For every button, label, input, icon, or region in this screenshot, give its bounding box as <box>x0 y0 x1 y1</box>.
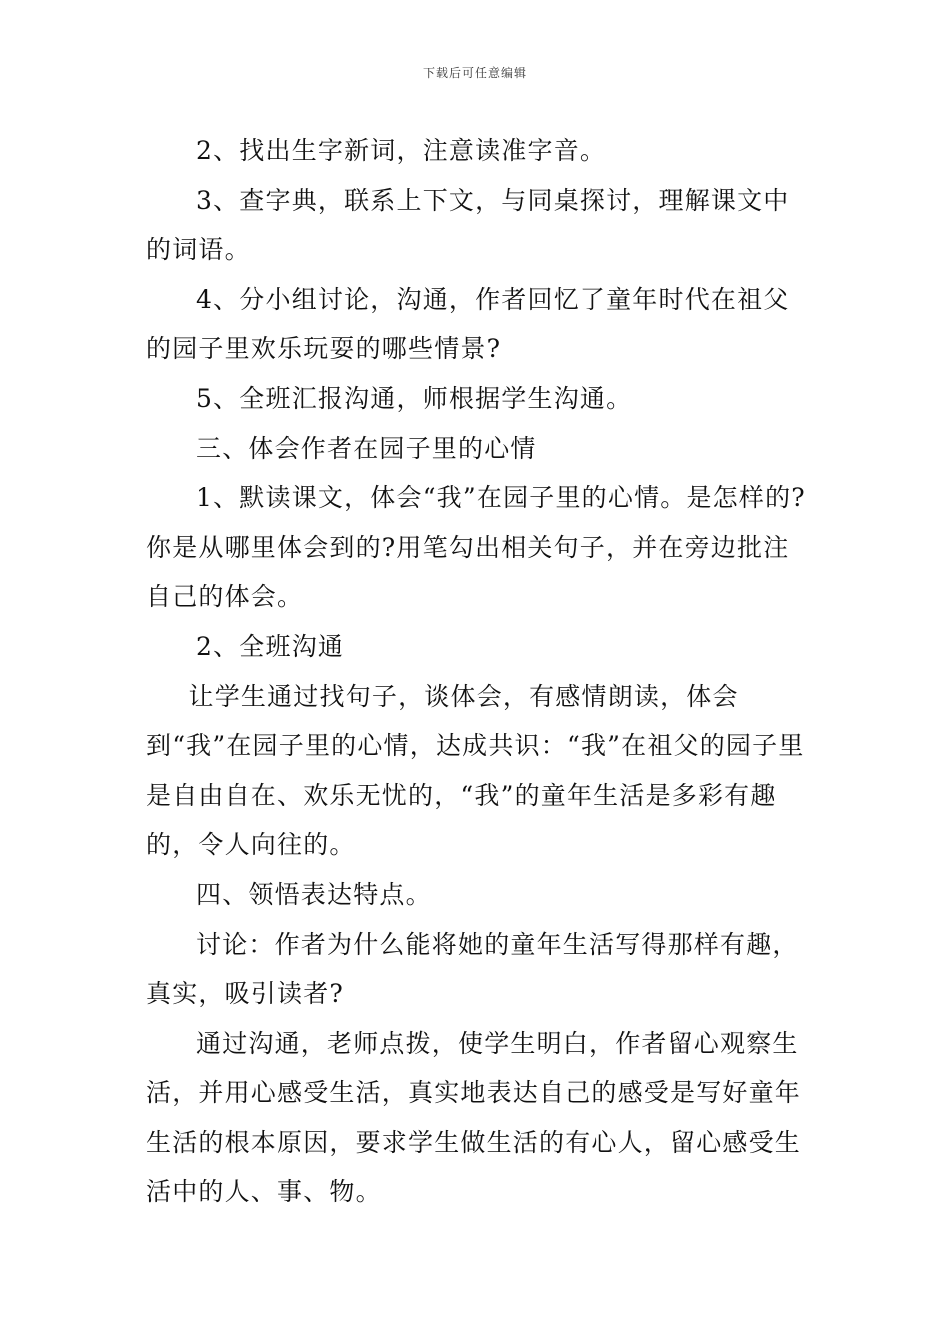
paragraph-discussion: 讨论：作者为什么能将她的童年生活写得那样有趣，真实，吸引读者? <box>146 929 799 1009</box>
document-body <box>146 126 814 1217</box>
paragraph-find-sentences: 让学生通过找句子，谈体会，有感情朗读，体会到“我”在园子里的心情，达成共识：“我”在祖父的园子里是自由自在、欢乐无忧的，“我”的童年生活是多彩有趣的，令人向往的。 <box>146 681 805 860</box>
paragraph-step-3: 3、查字典，联系上下文，与同桌探讨，理解课文中的词语。 <box>146 185 790 265</box>
page-header-note: 下载后可任意编辑 <box>422 66 527 80</box>
paragraph-step-4: 4、分小组讨论，沟通，作者回忆了童年时代在祖父的园子里欢乐玩耍的哪些情景? <box>146 284 790 364</box>
paragraph-conclusion: 通过沟通，老师点拨，使学生明白，作者留心观察生活，并用心感受生活，真实地表达自己的感受是写好童年生活的根本原因，要求学生做生活的有心人，留心感受生活中的人、事、物。 <box>146 1028 802 1207</box>
paragraph-step-5: 5、全班汇报沟通，师根据学生沟通。 <box>196 383 633 413</box>
section-heading-4: 四、领悟表达特点。 <box>196 879 432 909</box>
paragraph-step-2: 2、找出生字新词，注意读准字音。 <box>196 136 607 165</box>
section-heading-3: 三、体会作者在园子里的心情 <box>196 433 537 463</box>
paragraph-class-communication: 2、全班沟通 <box>196 631 345 661</box>
paragraph-read-silently: 1、默读课文，体会“我”在园子里的心情。是怎样的?你是从哪里体会到的?用笔勾出相关句子，并在旁边批注自己的体会。 <box>146 483 806 612</box>
